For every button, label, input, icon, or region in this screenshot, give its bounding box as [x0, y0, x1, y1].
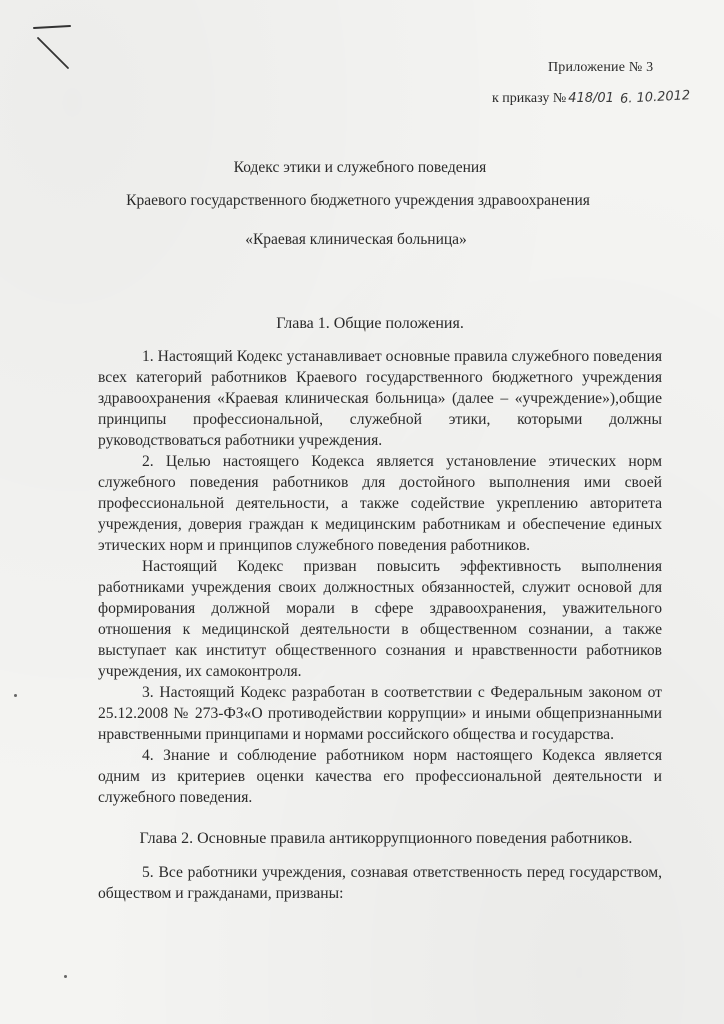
corner-pen-mark: [30, 22, 90, 82]
appendix-label: Приложение № 3: [548, 60, 654, 75]
document-title-line-2: Краевого государственного бюджетного учреждения здравоохранения: [126, 192, 590, 209]
paragraph: 5. Все работники учреждения, сознавая ответственность перед государством, обществом и гражданами, призваны:: [98, 864, 662, 902]
scan-speck: [14, 694, 17, 697]
paragraph: Настоящий Кодекс призван повысить эффективность выполнения работниками учреждения своих должностных обязанностей, служит основой для формирования должной морали в сфере здравоохранения, уважительного отношения к медицинской деятельности в общественном сознании, а также выступает как институт общественного сознания и нравственности работников учреждения, их самоконтроля.: [98, 558, 662, 680]
scan-speck: [64, 975, 67, 978]
paragraph: 2. Целью настоящего Кодекса является установление этических норм служебного поведения работников для достойного выполнения ими своей профессиональной деятельности, а также содействие укреплению авторитета учреждения, доверия граждан к медицинским работникам и обеспечение единых этических норм и принципов служебного поведения работников.: [98, 453, 662, 554]
chapter-1-heading: Глава 1. Общие положения.: [276, 315, 464, 332]
order-reference: [492, 91, 614, 107]
order-number-handwritten: 418/01: [568, 91, 614, 106]
paragraph: 3. Настоящий Кодекс разработан в соответствии с Федеральным законом от 25.12.2008 № 273-ФЗ«О противодействии коррупции» и иными общепризнанными нравственными принципами и нормами российского общества и государства.: [98, 684, 662, 743]
chapter-2-body: [98, 862, 662, 904]
order-prefix: к приказу №: [492, 91, 567, 106]
paragraph: 4. Знание и соблюдение работником норм настоящего Кодекса является одним из критериев оценки качества его профессиональной деятельности и служебного поведения.: [98, 747, 662, 806]
paragraph: 1. Настоящий Кодекс устанавливает основные правила служебного поведения всех категорий работников Краевого государственного бюджетного учреждения здравоохранения «Краевая клиническая больница» (далее – «учреждение»),общие принципы профессиональной, служебной этики, которыми должны руководствоваться работники учреждения.: [98, 348, 662, 449]
chapter-1-body: [98, 346, 662, 808]
document-title-line-1: Кодекс этики и служебного поведения: [233, 159, 487, 176]
chapter-2-heading: Глава 2. Основные правила антикоррупционного поведения работников.: [139, 830, 633, 847]
order-date-handwritten: 6. 10.2012: [619, 88, 691, 107]
document-title-line-3: «Краевая клиническая больница»: [245, 231, 467, 248]
